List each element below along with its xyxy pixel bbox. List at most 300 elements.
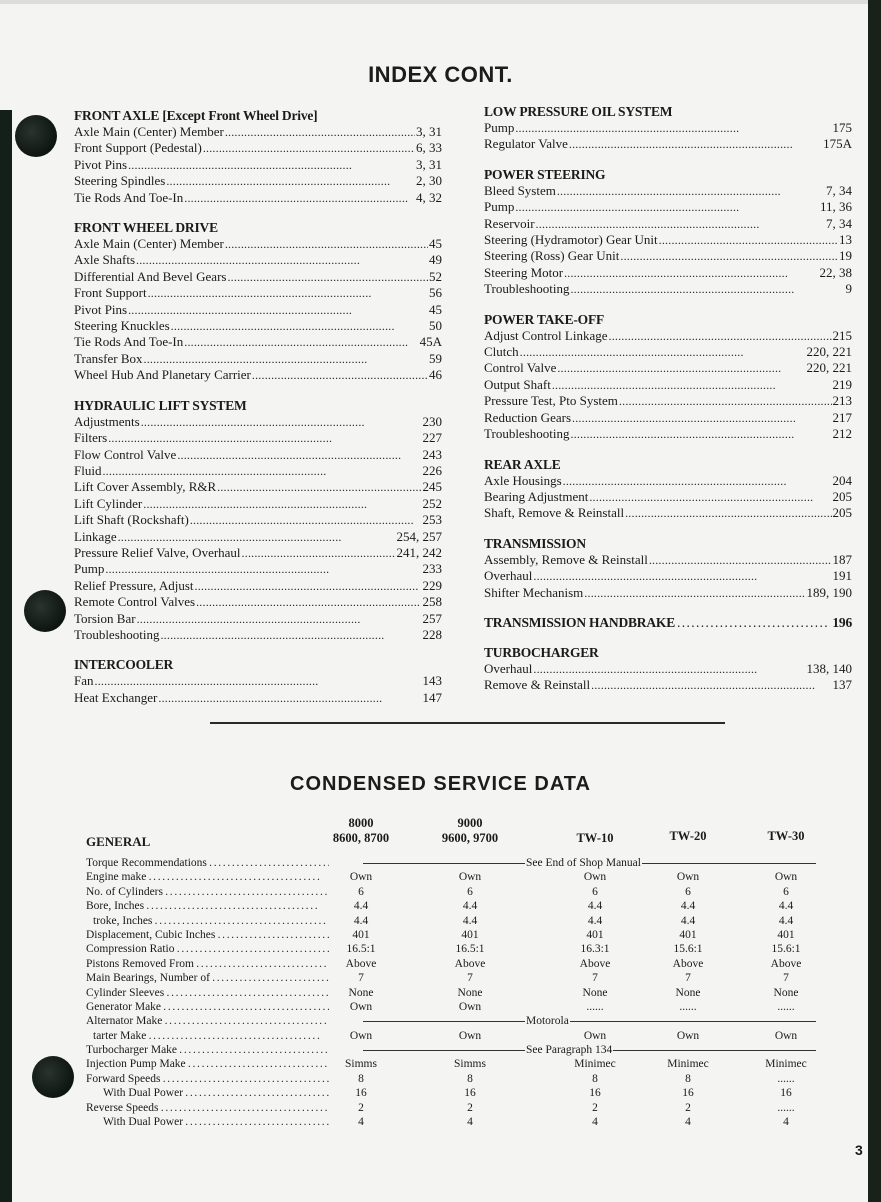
entry-label: Pivot Pins xyxy=(74,301,128,317)
entry-label: Filters xyxy=(74,430,108,446)
spec-row xyxy=(86,1086,826,1100)
page-ref: 191 xyxy=(832,568,852,584)
index-entry xyxy=(484,328,852,344)
entry-label: Control Valve xyxy=(484,360,557,376)
index-entry xyxy=(74,673,442,689)
dot-leader xyxy=(166,173,415,189)
spec-value: Own xyxy=(349,1029,373,1042)
entry-label: Troubleshooting xyxy=(74,626,160,642)
spec-label xyxy=(86,1115,329,1129)
index-entry xyxy=(74,285,442,301)
dot-leader xyxy=(184,334,418,350)
spec-value: 4.4 xyxy=(587,900,603,913)
entry-label: Shifter Mechanism xyxy=(484,584,584,600)
spec-value: 4.4 xyxy=(778,900,794,913)
dot-leader xyxy=(552,377,832,393)
index-entry xyxy=(484,568,852,584)
spec-value: 7 xyxy=(783,972,789,985)
entry-label: Pump xyxy=(74,561,105,577)
page-ref: 45 xyxy=(429,301,442,317)
spec-value: 8 xyxy=(358,1072,364,1085)
entry-label: Steering (Ross) Gear Unit xyxy=(484,248,620,264)
page-ref: 205 xyxy=(832,488,852,504)
dot-leader xyxy=(171,318,428,334)
dot-leader xyxy=(589,489,831,505)
spec-value: Own xyxy=(676,1029,700,1042)
entry-label: Troubleshooting xyxy=(484,281,570,297)
spec-label-text: Displacement, Cubic Inches xyxy=(86,928,216,941)
spec-label xyxy=(86,856,329,870)
dot-leader xyxy=(95,673,422,689)
page-ref: 227 xyxy=(422,430,442,446)
index-entry xyxy=(74,140,442,156)
dot-leader xyxy=(533,568,831,584)
index-section-heading: INTERCOOLER xyxy=(74,657,174,673)
entry-label: Adjust Control Linkage xyxy=(484,327,608,343)
index-section-heading: POWER STEERING xyxy=(484,166,606,182)
spec-row xyxy=(86,870,826,884)
spec-value: ...... xyxy=(777,1000,795,1013)
binder-edge-left xyxy=(0,110,12,1202)
index-entry xyxy=(74,690,442,706)
dot-leader xyxy=(515,120,831,136)
spec-label-text: Main Bearings, Number of xyxy=(86,972,210,985)
spanning-value xyxy=(363,1043,816,1057)
spec-value: 8 xyxy=(467,1072,473,1085)
spec-label-text: Generator Make xyxy=(86,1000,162,1013)
page-ref: 228 xyxy=(422,626,442,642)
spec-label-text: Alternator Make xyxy=(86,1015,163,1028)
entry-label: Shaft, Remove & Reinstall xyxy=(484,505,625,521)
spec-value: 15.6:1 xyxy=(673,943,703,956)
dot-leader xyxy=(620,248,838,264)
span-text: See Paragraph 134 xyxy=(526,1044,613,1057)
page-ref: 220, 221 xyxy=(806,360,852,376)
entry-label: Fluid xyxy=(74,462,102,478)
dot-leader xyxy=(136,252,428,268)
spec-value: None xyxy=(348,986,374,999)
spec-value: 16.5:1 xyxy=(346,943,376,956)
entry-label: Front Support (Pedestal) xyxy=(74,140,202,156)
index-section xyxy=(74,220,442,384)
dot-leader xyxy=(162,1015,329,1027)
page-ref: 19 xyxy=(839,248,852,264)
page-ref: 252 xyxy=(422,495,442,511)
span-text: Motorola xyxy=(526,1015,569,1028)
index-entry xyxy=(74,190,442,206)
spec-value: 4.4 xyxy=(680,914,696,927)
spec-label xyxy=(86,870,329,884)
dot-leader xyxy=(515,199,819,215)
spec-label-text: Torque Recommendations xyxy=(86,857,207,869)
spec-label xyxy=(86,986,329,1000)
entry-label: Relief Pressure, Adjust xyxy=(74,577,194,593)
span-text: See End of Shop Manual xyxy=(526,857,641,869)
spec-row xyxy=(86,942,826,956)
spec-value: 4.4 xyxy=(462,914,478,927)
entry-label: Wheel Hub And Planetary Carrier xyxy=(74,367,251,383)
entry-label: Steering Knuckles xyxy=(74,318,170,334)
spec-value: 16.5:1 xyxy=(455,943,485,956)
scan-top-shadow xyxy=(0,0,881,4)
entry-label: Differential And Bevel Gears xyxy=(74,268,227,284)
spec-value: Own xyxy=(349,1000,373,1013)
spec-label-text: Forward Speeds xyxy=(86,1072,161,1085)
spec-label xyxy=(86,1014,329,1028)
spec-label xyxy=(86,914,329,928)
page-ref: 22, 38 xyxy=(819,264,852,280)
index-entry xyxy=(74,561,442,577)
index-entry xyxy=(484,232,852,248)
spec-value: Own xyxy=(774,1029,798,1042)
spec-value: Above xyxy=(672,957,704,970)
entry-label: Tie Rods And Toe-In xyxy=(74,189,184,205)
page-ref: 189, 190 xyxy=(806,584,852,600)
spec-value: Own xyxy=(583,1029,607,1042)
spec-label xyxy=(86,971,329,985)
spec-row xyxy=(86,971,826,985)
page-ref: 2, 30 xyxy=(416,173,442,189)
page-ref: 229 xyxy=(422,577,442,593)
dot-leader xyxy=(227,269,428,285)
spec-value: 16 xyxy=(682,1087,694,1100)
index-section xyxy=(484,645,852,694)
spec-value: Own xyxy=(458,1029,482,1042)
entry-label: Troubleshooting xyxy=(484,426,570,442)
spec-value: ...... xyxy=(777,1072,795,1085)
dot-leader xyxy=(137,611,422,627)
page-ref: 187 xyxy=(832,551,852,567)
index-entry xyxy=(74,414,442,430)
index-right-column xyxy=(484,104,852,708)
index-section-heading: TURBOCHARGER xyxy=(484,644,599,660)
page-ref: 3, 31 xyxy=(416,156,442,172)
index-section xyxy=(484,312,852,443)
spec-value: Simms xyxy=(454,1058,486,1071)
page-ref: 11, 36 xyxy=(819,199,852,215)
spec-value: None xyxy=(773,986,799,999)
entry-label: Adjustments xyxy=(74,413,140,429)
punch-hole-icon xyxy=(24,590,66,632)
spec-value: Own xyxy=(458,871,482,884)
dot-leader xyxy=(569,136,822,152)
spec-value: 4.4 xyxy=(680,900,696,913)
spec-value: 16.3:1 xyxy=(580,943,610,956)
spec-label xyxy=(86,1029,329,1043)
spec-label xyxy=(86,1000,329,1014)
spec-value: Minimec xyxy=(765,1058,807,1071)
spec-label-text: Cylinder Sleeves xyxy=(86,986,165,999)
spec-label-text: No. of Cylinders xyxy=(86,885,163,898)
spec-label xyxy=(86,1101,329,1115)
spec-value: 6 xyxy=(467,885,473,898)
spec-row xyxy=(86,1057,826,1071)
page-ref: 253 xyxy=(422,512,442,528)
dot-leader xyxy=(143,496,421,512)
span-rule xyxy=(363,1021,816,1022)
spec-label-text: Injection Pump Make xyxy=(86,1058,186,1071)
entry-label: Remove & Reinstall xyxy=(484,677,591,693)
spec-value: 2 xyxy=(592,1101,598,1114)
dot-leader xyxy=(649,552,832,568)
index-section-heading xyxy=(484,615,852,631)
index-title: INDEX CONT. xyxy=(368,62,513,87)
entry-label: Axle Main (Center) Member xyxy=(74,236,224,252)
page-ref: 196 xyxy=(832,614,852,630)
page-ref: 258 xyxy=(422,594,442,610)
entry-label: Lift Cylinder xyxy=(74,495,143,511)
entry-label: Flow Control Valve xyxy=(74,446,177,462)
spec-label-text: Turbocharger Make xyxy=(86,1044,178,1057)
spec-row xyxy=(86,928,826,942)
dot-leader xyxy=(563,473,832,489)
spec-value: 8 xyxy=(592,1072,598,1085)
index-entry xyxy=(484,393,852,409)
page-ref: 204 xyxy=(832,472,852,488)
spec-value: 6 xyxy=(783,885,789,898)
page-ref: 175A xyxy=(823,136,852,152)
dot-leader xyxy=(190,512,422,528)
dot-leader xyxy=(584,585,805,601)
spec-value: ...... xyxy=(777,1101,795,1114)
index-section xyxy=(484,536,852,601)
spec-row xyxy=(86,986,826,1000)
page-ref: 245 xyxy=(422,479,442,495)
index-entry xyxy=(74,463,442,479)
index-entry xyxy=(74,318,442,334)
index-entry xyxy=(74,173,442,189)
entry-label: Lift Shaft (Rockshaft) xyxy=(74,512,189,528)
index-entry xyxy=(74,578,442,594)
index-section xyxy=(74,657,442,706)
entry-label: Pump xyxy=(484,120,515,135)
model-header: 9000 9600, 9700 xyxy=(441,816,499,845)
spec-value: 7 xyxy=(685,972,691,985)
spec-label-text: With Dual Power xyxy=(103,1116,184,1129)
model-header: TW-30 xyxy=(767,829,805,843)
spec-value: ...... xyxy=(586,1000,604,1013)
dot-leader xyxy=(520,344,806,360)
entry-label: Pressure Relief Valve, Overhaul xyxy=(74,544,241,560)
spec-value: 401 xyxy=(777,928,795,941)
entry-label: Steering (Hydramotor) Gear Unit xyxy=(484,232,658,248)
entry-label: Front Support xyxy=(74,285,147,301)
page-ref: 215 xyxy=(832,327,852,343)
spec-label-text: Engine make xyxy=(86,871,147,884)
page-ref: 59 xyxy=(429,350,442,366)
index-entry xyxy=(74,447,442,463)
dot-leader xyxy=(242,545,396,561)
index-entry xyxy=(74,479,442,495)
entry-label: Steering Spindles xyxy=(74,173,166,189)
dot-leader xyxy=(196,594,421,610)
index-entry xyxy=(484,677,852,693)
entry-label: Axle Shafts xyxy=(74,252,136,268)
page-ref: 205 xyxy=(832,505,852,521)
dot-leader xyxy=(591,677,831,693)
dot-leader xyxy=(619,393,832,409)
index-entry xyxy=(74,351,442,367)
spec-value: 7 xyxy=(592,972,598,985)
spec-label xyxy=(86,928,329,942)
index-entry xyxy=(484,265,852,281)
dot-leader xyxy=(118,529,396,545)
index-entry xyxy=(74,594,442,610)
index-entry xyxy=(74,430,442,446)
spec-value: Simms xyxy=(345,1058,377,1071)
spec-value: 7 xyxy=(467,972,473,985)
dot-leader xyxy=(207,857,329,869)
model-header: 8000 8600, 8700 xyxy=(332,816,390,845)
spec-label xyxy=(86,899,329,913)
dot-leader xyxy=(128,302,428,318)
service-data-title: CONDENSED SERVICE DATA xyxy=(290,773,591,795)
dot-leader xyxy=(177,447,421,463)
index-entry xyxy=(74,627,442,643)
index-entry xyxy=(484,183,852,199)
page-ref: 13 xyxy=(839,232,852,248)
spec-value: 15.6:1 xyxy=(771,943,801,956)
spec-value: None xyxy=(675,986,701,999)
dot-leader xyxy=(108,430,421,446)
page-ref: 257 xyxy=(422,610,442,626)
dot-leader xyxy=(203,140,415,156)
entry-label: Fan xyxy=(74,673,94,689)
page-ref: 230 xyxy=(422,413,442,429)
page-ref: 138, 140 xyxy=(806,660,852,676)
dot-leader xyxy=(105,561,421,577)
dot-leader xyxy=(152,915,325,927)
dot-leader xyxy=(184,190,415,206)
index-entry xyxy=(74,124,442,140)
spec-label xyxy=(86,957,329,971)
spec-value: Own xyxy=(676,871,700,884)
index-section xyxy=(74,398,442,644)
spec-row xyxy=(86,1101,826,1115)
punch-hole-icon xyxy=(15,115,57,157)
spec-row xyxy=(86,1072,826,1086)
dot-leader xyxy=(160,627,421,643)
dot-leader xyxy=(659,232,838,248)
index-entry xyxy=(484,489,852,505)
spec-value: Above xyxy=(454,957,486,970)
spec-row xyxy=(86,914,826,928)
entry-label: Axle Housings xyxy=(484,472,562,488)
index-entry xyxy=(484,136,852,152)
index-entry xyxy=(74,157,442,173)
page-ref: 254, 257 xyxy=(396,528,442,544)
page-ref: 45A xyxy=(419,334,442,350)
index-entry xyxy=(484,344,852,360)
dot-leader xyxy=(217,479,421,495)
spec-label-text: Pistons Removed From xyxy=(86,957,194,970)
index-entry xyxy=(74,545,442,561)
index-entry xyxy=(484,505,852,521)
punch-hole-icon xyxy=(32,1056,74,1098)
index-entry xyxy=(74,302,442,318)
entry-label: Overhaul xyxy=(484,660,533,676)
dot-leader xyxy=(144,900,317,912)
spec-value: 6 xyxy=(592,885,598,898)
page-ref: 219 xyxy=(832,376,852,392)
spec-label-text: Reverse Speeds xyxy=(86,1101,159,1114)
spec-value: Own xyxy=(774,871,798,884)
dot-leader xyxy=(146,1030,319,1042)
dot-leader xyxy=(177,1044,329,1056)
dot-leader xyxy=(570,426,831,442)
dot-leader xyxy=(570,281,844,297)
spec-row xyxy=(86,1014,826,1028)
dot-leader xyxy=(225,124,415,140)
index-section xyxy=(74,108,442,206)
entry-label: Steering Motor xyxy=(484,264,564,280)
spec-value: Own xyxy=(458,1000,482,1013)
page-ref: 137 xyxy=(832,677,852,693)
entry-label: Axle Main (Center) Member xyxy=(74,124,224,139)
spec-value: 4 xyxy=(685,1116,691,1129)
page-ref: 213 xyxy=(832,393,852,409)
entry-label: Overhaul xyxy=(484,568,533,584)
heading-label: TRANSMISSION HANDBRAKE xyxy=(484,614,676,630)
dot-leader xyxy=(146,871,319,883)
entry-label: Pump xyxy=(484,199,515,215)
page-ref: 9 xyxy=(845,281,852,297)
index-entry xyxy=(74,269,442,285)
index-entry xyxy=(484,120,852,136)
page-ref: 220, 221 xyxy=(806,344,852,360)
index-entry xyxy=(74,512,442,528)
page-ref: 7, 34 xyxy=(826,182,852,198)
spec-value: 401 xyxy=(461,928,479,941)
index-section xyxy=(484,615,852,631)
dot-leader xyxy=(195,578,422,594)
page-ref: 3, 31 xyxy=(416,124,442,139)
spec-label-text: troke, Inches xyxy=(93,914,153,927)
index-entry xyxy=(484,585,852,601)
spec-row xyxy=(86,1029,826,1043)
dot-leader xyxy=(677,615,830,631)
index-entry xyxy=(74,367,442,383)
spec-value: Minimec xyxy=(574,1058,616,1071)
index-entry xyxy=(484,410,852,426)
entry-label: Tie Rods And Toe-In xyxy=(74,334,184,350)
entry-label: Reduction Gears xyxy=(484,409,572,425)
spec-value: 4 xyxy=(592,1116,598,1129)
entry-label: Bleed System xyxy=(484,182,556,198)
spec-row xyxy=(86,856,826,870)
entry-label: Reservoir xyxy=(484,215,535,231)
spec-value: 7 xyxy=(358,972,364,985)
index-left-column xyxy=(74,108,442,720)
page-ref: 212 xyxy=(832,426,852,442)
dot-leader xyxy=(144,351,429,367)
entry-label: Pressure Test, Pto System xyxy=(484,393,618,409)
spec-value: 16 xyxy=(464,1087,476,1100)
dot-leader xyxy=(225,236,428,252)
spec-row xyxy=(86,899,826,913)
entry-label: Transfer Box xyxy=(74,350,143,366)
entry-label: Output Shaft xyxy=(484,376,551,392)
dot-leader xyxy=(557,360,805,376)
spec-label xyxy=(86,1057,329,1071)
spanning-value xyxy=(363,1014,816,1028)
index-entry xyxy=(74,496,442,512)
page-ref: 243 xyxy=(422,446,442,462)
entry-label: Pivot Pins xyxy=(74,156,128,172)
index-section-heading: FRONT AXLE [Except Front Wheel Drive] xyxy=(74,108,318,123)
spec-value: 4.4 xyxy=(353,900,369,913)
service-data-table xyxy=(86,816,826,1129)
